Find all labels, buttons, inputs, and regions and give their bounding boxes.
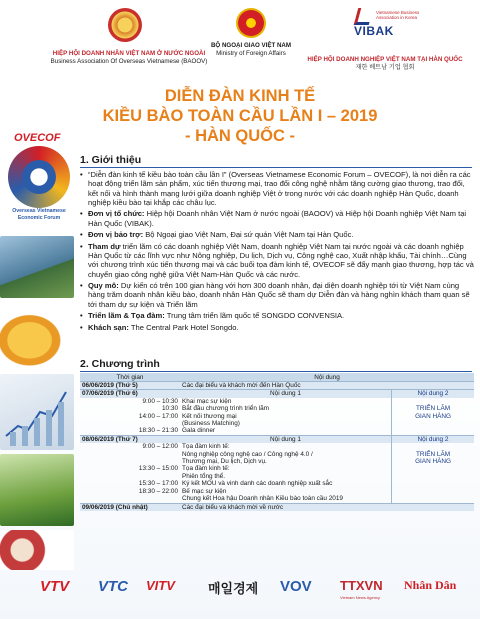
time-cell: 10:30 [162, 405, 178, 413]
list-item [80, 230, 474, 239]
table-row [80, 420, 474, 427]
mofa-en: Ministry of Foreign Affairs [216, 50, 286, 57]
content-cell: Bắt đầu chương trình triển lãm [182, 405, 269, 413]
item-text: “Diễn đàn kinh tế kiều bào toàn cầu lần I” (Overseas Vietnamese Economic Forum – OVECOF), là nơi diễn ra các hoạt động triển lãm sản phẩm, xúc tiến thương mại, trao đổi công nghệ nhằm tăng cường giao thương, trao đổi, kết nối và hình thành mạng lưới giữa doanh nghiệp Việt ở trong nước với các doanh nghiệp Hàn Quốc, doanh nghiệp kiều bào tại khắp các châu lục. [88, 170, 471, 207]
table-row [80, 451, 474, 458]
vibak-name: HIỆP HỘI DOANH NGHIỆP VIỆT NAM TẠI HÀN QUỐC [307, 56, 463, 63]
content2-cell: TRIỂN LÃM [392, 451, 475, 458]
content-cell: Kết nối thương mại [182, 412, 237, 420]
content2-cell [392, 465, 475, 472]
title-line-3: - HÀN QUỐC - [185, 127, 295, 145]
growth-chart-icon [0, 374, 74, 450]
content-cell: Ký kết MOU và vinh danh các doanh nghiệp xuất sắc [182, 480, 333, 488]
content2-cell: GIAN HÀNG [392, 413, 475, 420]
vibak-sub: Vietnamese Business Association in Korea [376, 10, 420, 20]
divider [80, 371, 472, 372]
time-cell: 9:00 – 10:30 [142, 397, 178, 405]
content2-cell [392, 495, 475, 503]
time-cell [80, 473, 180, 480]
item-label: Đơn vị bảo trợ: [88, 230, 144, 240]
content-cell: Phiên tổng thể. [182, 472, 225, 480]
vtc-logo: VTC [98, 578, 128, 595]
vibak-kr: 재한 베트남 기업 협회 [355, 64, 415, 71]
item-label: Khách sạn: [88, 322, 129, 332]
content-cell: Khai mạc sự kiện [182, 397, 232, 405]
title-line-1: DIỄN ĐÀN KINH TẾ [164, 87, 316, 105]
content2-cell: Nội dung 2 [392, 435, 475, 443]
content-cell: Chung kết Hoa hậu Doanh nhân Kiều bào toàn cầu 2019 [182, 495, 343, 503]
header [0, 0, 480, 80]
schedule-body [80, 382, 474, 511]
intro-list [80, 170, 474, 334]
content-cell: Bế mạc sự kiện [182, 487, 227, 495]
item-text: Bộ Ngoại giao Việt Nam, Đại sứ quán Việt Nam tại Hàn Quốc. [143, 230, 354, 240]
content2-cell [392, 488, 475, 495]
vtv-logo: VTV [40, 578, 70, 595]
table-row [80, 405, 474, 412]
table-row [80, 427, 474, 435]
table-row [80, 413, 474, 420]
photo-mango [0, 304, 74, 370]
content2-cell: Nội dung 2 [392, 390, 475, 398]
table-row [80, 480, 474, 487]
item-label: Đơn vị tổ chức: [88, 209, 145, 219]
baoov-name: HIỆP HỘI DOANH NHÂN VIỆT NAM Ở NƯỚC NGOÀI [52, 50, 206, 57]
time-cell [80, 458, 180, 465]
time-cell: 09/06/2019 (Chủ nhật) [80, 503, 180, 511]
ovecof-sub: Overseas Vietnamese Economic Forum [12, 208, 66, 221]
title-line-2: KIỀU BÀO TOÀN CẦU LẦN I – 2019 [102, 107, 378, 125]
table-row [80, 443, 474, 450]
content2-cell: GIAN HÀNG [392, 458, 475, 465]
col-time-header: Thời gian [80, 373, 180, 382]
vibak-logo-icon [354, 8, 374, 25]
nhandan-logo: Nhân Dân [404, 578, 457, 592]
vibak-org [290, 56, 480, 72]
content-cell: Nội dung 1 [180, 435, 392, 443]
item-text: Trung tâm triển lãm quốc tế SONGDO CONVENSIA. [164, 311, 345, 321]
content-cell: Các đại biểu và khách mời về nước [180, 503, 474, 511]
content-cell: Tọa đàm kinh tế: [182, 465, 230, 473]
schedule-day-row [80, 435, 474, 443]
list-item [80, 209, 474, 228]
time-cell [80, 420, 180, 427]
baoov-en: Business Association Of Overseas Vietnamese (BAOOV) [50, 58, 208, 65]
content-cell: Thương mại, Du lịch, Dịch vụ. [182, 458, 267, 466]
item-text: triển lãm có các doanh nghiệp Việt Nam, doanh nghiệp Việt Nam tại nước ngoài và các doanh nghiệp Hàn Quốc từ các lĩnh vực như Nông nghiệp, Du lịch, Dịch vụ, Công nghệ cao, Xuất nhập khẩu, Tài chính…Cùng với chương trình xúc tiến thương mại và các buổi tọa đàm kinh tế, OVECOF sẽ đẩy mạnh giao thương, hợp tác và chuyển giao công nghệ giữa Việt Nam-Hàn Quốc và các nước. [88, 241, 474, 279]
time-cell: 08/06/2019 (Thứ 7) [80, 435, 180, 443]
content2-cell [392, 427, 475, 435]
national-emblem-icon [236, 8, 266, 38]
mofa-name: BỘ NGOẠI GIAO VIỆT NAM [210, 42, 292, 49]
item-label: Tham dự [88, 241, 121, 251]
vov-logo: VOV [280, 578, 312, 595]
content2-cell [392, 443, 475, 450]
time-cell: 07/06/2019 (Thứ 6) [80, 390, 180, 398]
content2-cell [392, 420, 475, 427]
list-item [80, 242, 474, 279]
schedule-day-row [80, 382, 474, 390]
time-cell: 06/06/2019 (Thứ 5) [80, 382, 180, 390]
vibak-wordmark: VIBAK [354, 24, 394, 38]
schedule-day-row [80, 390, 474, 398]
footer-logos [0, 570, 480, 619]
section2-heading: 2. Chương trình [80, 358, 160, 370]
item-text: Hiệp hội Doanh nhân Việt Nam ở nước ngoài (BAOOV) và Hiệp hội Doanh nghiệp Việt Nam tại Hàn Quốc (VIBAK). [88, 209, 467, 228]
mk-logo: 매일경제 [208, 581, 259, 596]
item-label: Triển lãm & Tọa đàm: [88, 311, 165, 321]
time-cell: 9:00 – 12:00 [142, 443, 178, 451]
list-item [80, 170, 474, 207]
content2-cell: TRIỂN LÃM [392, 405, 475, 412]
list-item [80, 311, 474, 320]
col-content-header: Nội dung [180, 373, 474, 382]
baoov-org [44, 50, 214, 66]
list-item [80, 323, 474, 332]
content-cell: Tọa đàm kinh tế: [182, 443, 230, 451]
content2-cell [392, 473, 475, 480]
list-item [80, 281, 474, 309]
content-cell: Các đại biểu và khách mời đến Hàn Quốc [180, 382, 474, 390]
table-row [80, 465, 474, 472]
content-cell: Nội dung 1 [180, 390, 392, 398]
vitv-logo: VITV [146, 578, 175, 593]
item-text: Dự kiến có trên 100 gian hàng với hơn 300 doanh nhân, đại diện doanh nghiệp tới từ Việt Nam cùng hàng trăm doanh nhân kiều bào, doanh nhân Hàn Quốc sẽ tham dự Diễn đàn và hàng nghìn khách tham quan sẽ tới tham dự sự kiện và Triển lãm [88, 281, 470, 309]
content-cell: Gala dinner [182, 427, 216, 435]
photo-rice-field [0, 454, 74, 526]
item-label: Quy mô: [88, 281, 119, 291]
time-cell: 18:30 – 22:00 [138, 487, 178, 495]
page-title [70, 86, 410, 146]
time-cell: 15:30 – 17:00 [138, 480, 178, 488]
photo-fruit [0, 530, 74, 570]
ttxvn-sub: Vietnam News Agency [340, 595, 380, 600]
table-row [80, 458, 474, 465]
divider [80, 167, 472, 168]
table-row [80, 488, 474, 495]
content2-cell [392, 480, 475, 487]
section1-heading: 1. Giới thiệu [80, 154, 142, 166]
time-cell [80, 495, 180, 503]
table-row [80, 495, 474, 503]
schedule-table [80, 373, 474, 511]
baoov-logo-icon [108, 8, 142, 42]
table-row [80, 398, 474, 405]
photo-chart [0, 374, 74, 450]
schedule-day-row [80, 503, 474, 511]
time-cell: 13:30 – 15:00 [138, 465, 178, 473]
time-cell [80, 451, 180, 458]
content-cell: (Business Matching) [182, 420, 240, 428]
time-cell: 18:30 – 21:30 [138, 427, 178, 435]
globe-icon [22, 160, 56, 194]
ttxvn-logo: TTXVN [340, 578, 383, 593]
photo-landmark [0, 236, 74, 298]
time-cell: 14:00 – 17:00 [138, 412, 178, 420]
ovecof-wordmark: OVECOF [14, 132, 61, 144]
content-cell: Nông nghiệp công nghệ cao / Công nghệ 4.0 / [182, 450, 313, 458]
item-text: The Central Park Hotel Songdo. [128, 322, 239, 332]
